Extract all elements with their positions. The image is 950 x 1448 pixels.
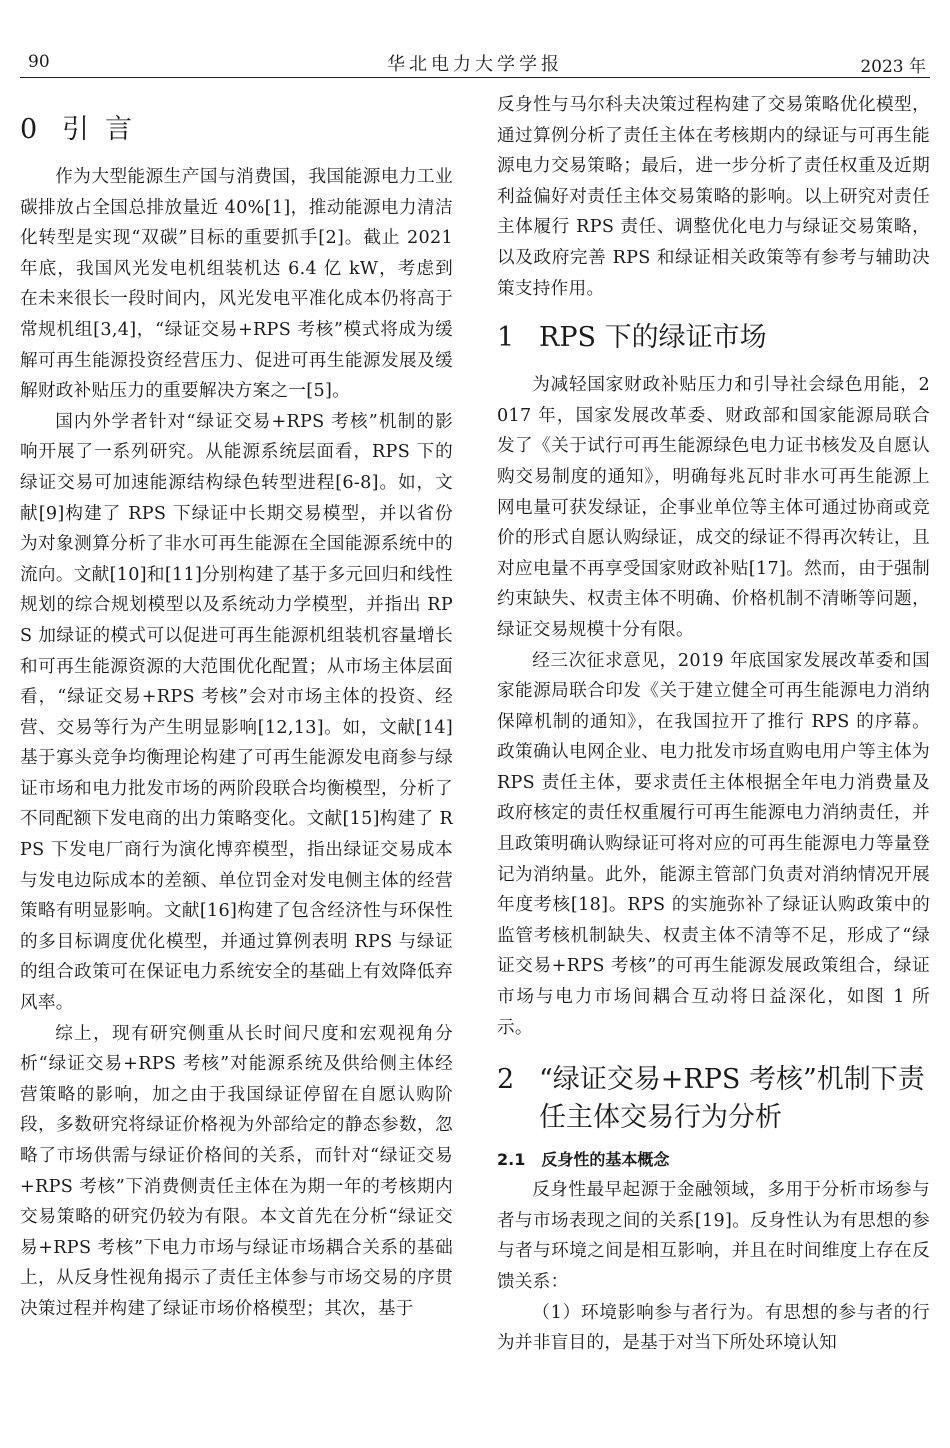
paragraph-market-2: 经三次征求意见，2019 年底国家发展改革委和国家能源局联合印发《关于建立健全可再生能源电力消纳保障机制的通知》，在我国拉开了推行 RPS 的序幕。政策确认电网企业、电力批发市场直购电用户等主体为 RPS 责任主体，要求责任主体根据全年电力消费量及政府核定的责任权重履行可再生能源电力消纳责任，并且政策明确认购绿证可将对应的可再生能源电力等量登记为消纳量。此外，能源主管部门负责对消纳情况开展年度考核[18]。RPS 的实施弥补了绿证认购政策中的监管考核机制缺失、权责主体不清等不足，形成了“绿证交易+RPS 考核”的可再生能源发展政策组合，绿证市场与电力市场间耦合互动将日益深化，如图 1 所示。 bbox=[497, 650, 930, 1038]
issue-year: 2023 年 bbox=[860, 57, 926, 77]
paragraph-intro-3-continued: 反身性与马尔科夫决策过程构建了交易策略优化模型，通过算例分析了责任主体在考核期内的绿证与可再生能源电力交易策略；最后，进一步分析了责任权重及近期利益偏好对责任主体交易策略的影响。以上研究对责任主体履行 RPS 责任、调整优化电力与绿证交易策略，以及政府完善 RPS 和绿证相关政策等有参考与辅助决策支持作用。 bbox=[497, 95, 930, 299]
left-column bbox=[20, 90, 453, 1325]
section-number: 2 bbox=[497, 1064, 515, 1096]
paragraph-reflexivity-2: （1）环境影响参与者行为。有思想的参与者的行为并非盲目的，是基于对当下所处环境认知 bbox=[497, 1302, 930, 1354]
paragraph-intro-3: 综上，现有研究侧重从长时间尺度和宏观视角分析“绿证交易+RPS 考核”对能源系统及供给侧主体经营策略的影响，加之由于我国绿证停留在自愿认购阶段，多数研究将绿证价格视为外部给定的静态参数，忽略了市场供需与绿证价格间的关系，而针对“绿证交易+RPS 考核”下消费侧责任主体在为期一年的考核期内交易策略的研究仍较为有限。本文首先在分析“绿证交易+RPS 考核”下电力市场与绿证市场耦合关系的基础上，从反身性视角揭示了责任主体参与市场交易的序贯决策过程并构建了绿证市场价格模型；其次，基于 bbox=[20, 1023, 453, 1319]
journal-title: 华北电力大学学报 bbox=[387, 54, 563, 75]
header-rule bbox=[20, 77, 930, 78]
section-0-heading bbox=[20, 110, 453, 150]
section-title: “绿证交易+RPS 考核”机制下责任主体交易行为分析 bbox=[539, 1064, 925, 1134]
section-title: 引言 bbox=[62, 114, 148, 145]
page-number: 90 bbox=[28, 52, 50, 72]
paragraph-intro-1: 作为大型能源生产国与消费国，我国能源电力工业碳排放占全国总排放量近 40%[1]，推动能源电力清洁化转型是实现“双碳”目标的重要抓手[2]。截止 2021 年底，我国风光发电机组装机达 6.4 亿 kW，考虑到在未来很长一段时间内，风光发电平准化成本仍将高于常规机组[3,4]，“绿证交易+RPS 考核”模式将成为缓解可再生能源投资经营压力、促进可再生能源发展及缓解财政补贴压力的重要解决方案之一[5]。 bbox=[20, 167, 453, 402]
subsection-title: 反身性的基本概念 bbox=[541, 1150, 670, 1170]
subsection-2-1-heading bbox=[497, 1145, 930, 1175]
subsection-number: 2.1 bbox=[497, 1150, 526, 1170]
right-column bbox=[497, 90, 930, 1359]
section-1-heading bbox=[497, 318, 930, 358]
paragraph-market-1: 为减轻国家财政补贴压力和引导社会绿色用能，2017 年，国家发展改革委、财政部和国家能源局联合发了《关于试行可再生能源绿色电力证书核发及自愿认购交易制度的通知》，明确每兆瓦时非水可再生能源上网电量可获发绿证，企事业单位等主体可通过协商或竞价的形式自愿认购绿证，成交的绿证不得再次转让，且对应电量不再享受国家财政补贴[17]。然而，由于强制约束缺失、权责主体不明确、价格机制不清晰等问题，绿证交易规模十分有限。 bbox=[497, 375, 930, 640]
section-2-heading bbox=[497, 1061, 930, 1137]
section-number: 0 bbox=[20, 114, 54, 145]
paragraph-reflexivity-1: 反身性最早起源于金融领域，多用于分析市场参与者与市场表现之间的关系[19]。反身性认为有思想的参与者与环境之间是相互影响，并且在时间维度上存在反馈关系： bbox=[497, 1180, 930, 1292]
section-number: 1 bbox=[497, 322, 515, 354]
paragraph-intro-2: 国内外学者针对“绿证交易+RPS 考核”机制的影响开展了一系列研究。从能源系统层面看，RPS 下的绿证交易可加速能源结构绿色转型进程[6-8]。如，文献[9]构建了 RPS 下绿证中长期交易模型，并以省份为对象测算分析了非水可再生能源在全国能源系统中的流向。文献[10]和[11]分别构建了基于多元回归和线性规划的综合规划模型以及系统动力学模型，并指出 RPS 加绿证的模式可以促进可再生能源机组装机容量增长和可再生能源资源的大范围优化配置；从市场主体层面看，“绿证交易+RPS 考核”会对市场主体的投资、经营、交易等行为产生明显影响[12,13]。如，文献[14]基于寡头竞争均衡理论构建了可再生能源发电商参与绿证市场和电力批发市场的两阶段联合均衡模型，分析了不同配额下发电商的出力策略变化。文献[15]构建了 RPS 下发电厂商行为演化博弈模型，指出绿证交易成本与发电边际成本的差额、单位罚金对发电侧主体的经营策略有明显影响。文献[16]构建了包含经济性与环保性的多目标调度优化模型，并通过算例表明 RPS 与绿证的组合政策可在保证电力系统安全的基础上有效降低弃风率。 bbox=[20, 411, 453, 1014]
section-title: RPS 下的绿证市场 bbox=[539, 322, 767, 354]
page-header bbox=[20, 0, 930, 80]
